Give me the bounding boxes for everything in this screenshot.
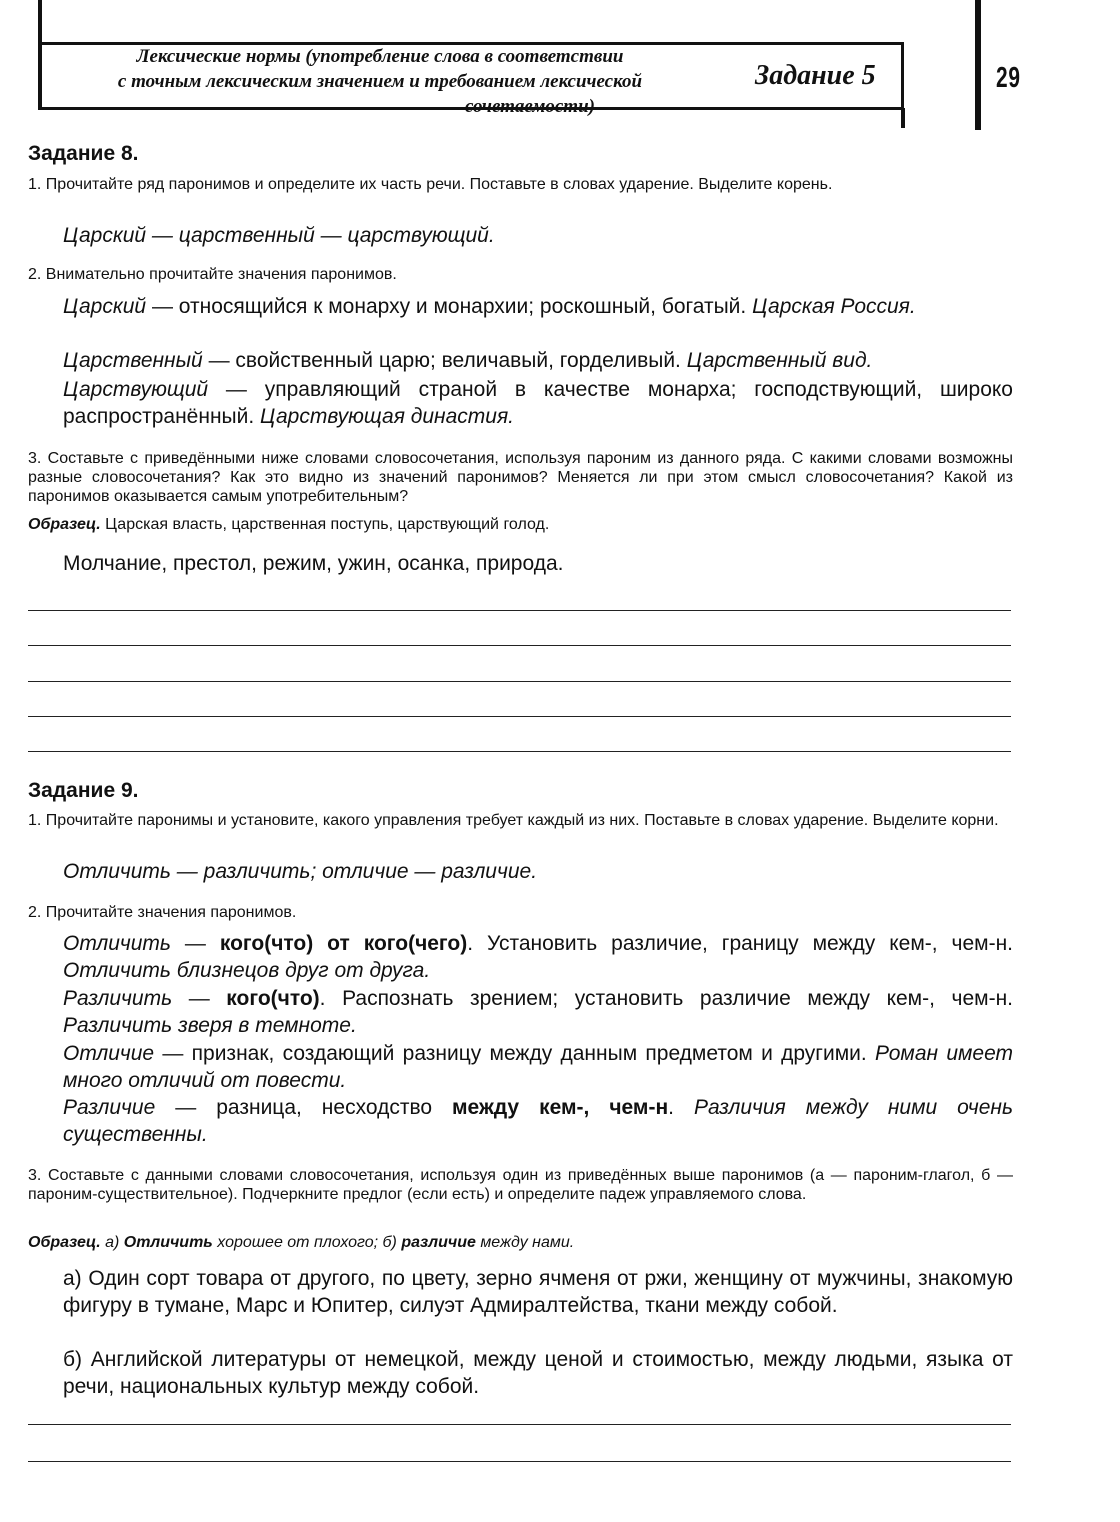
writing-line (28, 716, 1011, 717)
definition: . Распознать зрением; установить различие между кем-, чем-н. (319, 987, 1014, 1010)
task8-definition-2 (63, 347, 1013, 374)
task9-definition-4 (63, 1094, 1013, 1148)
definition: — относящийся к монарху и монархии; роскошный, богатый. (146, 295, 753, 318)
task9-sample (28, 1234, 574, 1252)
definition: — управляющий страной в качестве монарха; господствующий, широко распространённый. (63, 378, 1013, 428)
term: Царский (63, 295, 147, 318)
term: Царствующий (63, 378, 209, 401)
writing-line (28, 1461, 1011, 1462)
task8-sample (28, 516, 549, 534)
header-subtitle (60, 44, 700, 119)
task9-definition-3 (63, 1040, 1013, 1094)
header-task-label: Задание 5 (755, 60, 876, 91)
sample-b-word: различие (401, 1234, 476, 1251)
example: Царственный вид. (686, 349, 873, 372)
definition: — признак, создающий разницу между данным предметом и другими. (154, 1042, 875, 1065)
header-subtitle-line1: Лексические нормы (употребление слова в соответствии (136, 46, 624, 67)
example: Царствующая династия. (260, 405, 514, 428)
sample-label: Образец. (28, 516, 101, 533)
dash: — (172, 987, 227, 1010)
task9-paronym-row: Отличить — различить; отличие — различие. (63, 860, 538, 883)
header-left-rule (38, 0, 42, 44)
example: Отличить близнецов друг от друга. (63, 959, 431, 982)
task8-title: Задание 8. (28, 142, 139, 165)
writing-line (28, 610, 1011, 611)
task9-list-b: б) Английской литературы от немецкой, между ценой и стоимостью, между людьми, языка от речи, национальных культур между собой. (63, 1348, 1013, 1398)
example: Различить зверя в темноте. (63, 1014, 357, 1037)
header-box-tail (901, 108, 905, 128)
sample-a-rest: хорошее от плохого; б) (212, 1234, 402, 1251)
task8-definition-3 (63, 376, 1013, 430)
dot: . (668, 1096, 694, 1119)
task8-p1-instruction: 1. Прочитайте ряд паронимов и определите их часть речи. Поставьте в словах ударение. Выделите корень. (28, 176, 833, 193)
sample-a: а) (100, 1234, 124, 1251)
task8-words: Молчание, престол, режим, ужин, осанка, природа. (63, 552, 564, 575)
writing-line (28, 645, 1011, 646)
example: Царская Россия. (752, 295, 916, 318)
task8-p2-instruction: 2. Внимательно прочитайте значения паронимов. (28, 266, 397, 283)
writing-line (28, 1424, 1011, 1425)
writing-line (28, 751, 1011, 752)
sample-a-word: Отличить (123, 1234, 213, 1251)
task9-definition-2 (63, 985, 1013, 1039)
header-subtitle-line3: сочетаемости) (465, 96, 595, 117)
task8-definition-1 (63, 293, 1013, 320)
term: Отличить (63, 932, 171, 955)
task8-paronym-row: Царский — царственный — царствующий. (63, 224, 495, 247)
header-subtitle-line2: с точным лексическим значением и требованием лексической (117, 71, 643, 92)
term: Отличие (63, 1042, 155, 1065)
definition: . Установить различие, границу между кем-, чем-н. (467, 932, 1014, 955)
example: Роман имеет много отличий от повести. (63, 1042, 1014, 1092)
government: кого(что) (226, 987, 320, 1010)
task9-list-a: а) Один сорт товара от другого, по цвету, зерно ячменя от ржи, женщину от мужчины, знакомую фигуру в тумане, Марс и Юпитер, силуэт Адмиралтейства, ткани между собой. (63, 1267, 1013, 1317)
writing-line (28, 681, 1011, 682)
example: Различия между ними очень существенны. (63, 1096, 1014, 1146)
header-vertical-rule (975, 0, 981, 130)
definition: — разница, несходство (155, 1096, 453, 1119)
task9-title: Задание 9. (28, 779, 139, 802)
page-number: 29 (996, 62, 1021, 94)
dash: — (170, 932, 220, 955)
government: кого(что) от кого(чего) (219, 932, 468, 955)
task8-p3-instruction: 3. Составьте с приведёнными ниже словами словосочетания, используя пароним из данного ряда. С какими словами возможны разные словосочетания? Как это видно из значений паронимов? Меняется ли при этом смысл словосочетания? Какой из паронимов оказывается самым употребительным? (28, 450, 1013, 505)
task9-definition-1 (63, 930, 1013, 984)
task9-p3-instruction: 3. Составьте с данными словами словосочетания, используя один из приведённых выше паронимов (а — пароним-глагол, б — пароним-существительное). Подчеркните предлог (если есть) и определите падеж управляемого слова. (28, 1167, 1013, 1203)
sample-b-rest: между нами. (475, 1234, 575, 1251)
sample-text: Царская власть, царственная поступь, царствующий голод. (100, 516, 550, 533)
task9-p1-instruction: 1. Прочитайте паронимы и установите, какого управления требует каждый из них. Поставьте в словах ударение. Выделите корни. (28, 812, 999, 829)
term: Царственный (63, 349, 203, 372)
task9-p2-instruction: 2. Прочитайте значения паронимов. (28, 904, 297, 921)
term: Различить (63, 987, 173, 1010)
term: Различие (63, 1096, 156, 1119)
government: между кем-, чем-н (452, 1096, 669, 1119)
definition: — свойственный царю; величавый, горделивый. (202, 349, 687, 372)
sample-label: Образец. (28, 1234, 101, 1251)
